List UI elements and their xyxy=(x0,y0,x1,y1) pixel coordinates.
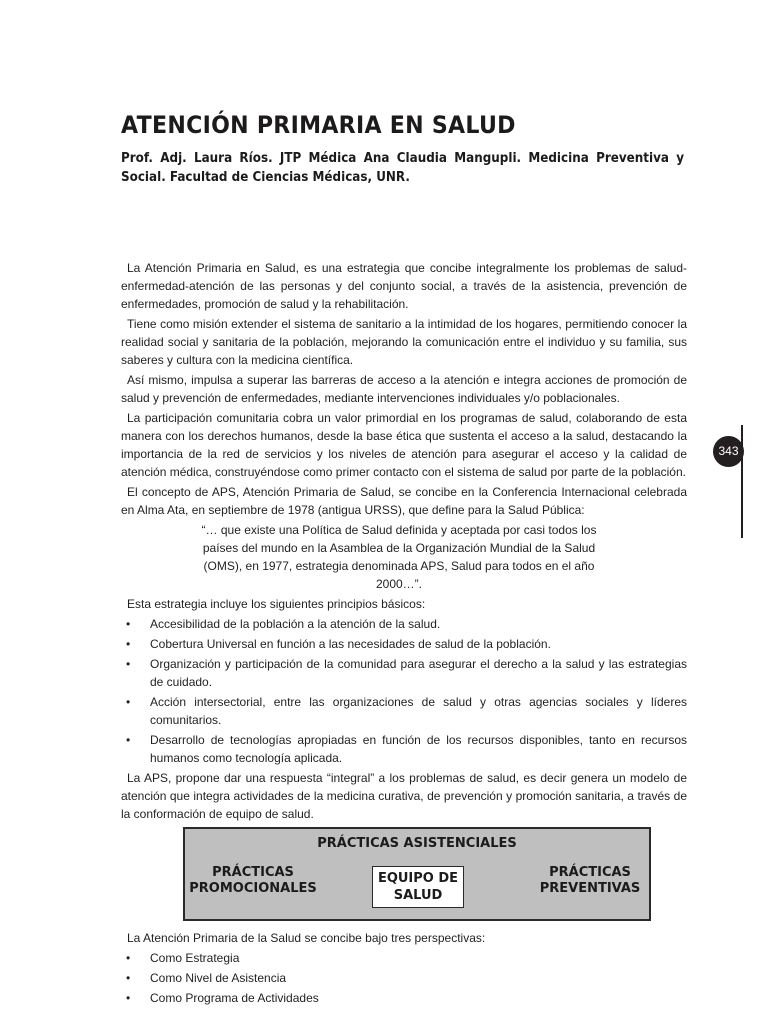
paragraph-2: Tiene como misión extender el sistema de sanitario a la intimidad de los hogares, permitiendo conocer la realidad social y sanitaria de la población, mejorando la comunicación entre el individuo y su familia, sus saberes y cultura con la medicina científica. xyxy=(121,317,687,367)
diagram-top-label: PRÁCTICAS ASISTENCIALES xyxy=(317,836,517,851)
authors-line: Prof. Adj. Laura Ríos. JTP Médica Ana Claudia Mangupli. Medicina Preventiva y Social. Facultad de Ciencias Médicas, UNR. xyxy=(121,151,685,185)
diagram-left-label xyxy=(189,865,317,897)
perspectives-list xyxy=(121,949,687,1007)
diagram-right-line1: PRÁCTICAS xyxy=(549,865,631,880)
page-number-badge: 343 xyxy=(713,436,744,467)
integral-paragraph: La APS, propone dar una respuesta “integral” a los problemas de salud, es decir genera un modelo de atención que integra actividades de la medicina curativa, de prevención y promoción sanitaria, a través de la conformación de equipo de salud. xyxy=(121,771,687,821)
diagram-left-line2: PROMOCIONALES xyxy=(189,881,317,896)
list-item xyxy=(121,635,687,653)
paragraph-5: El concepto de APS, Atención Primaria de Salud, se concibe en la Conferencia Internacional celebrada en Alma Ata, en septiembre de 1978 (antigua URSS), que define para la Salud Pública: xyxy=(121,485,687,517)
list-item xyxy=(121,969,687,987)
principles-intro: Esta estrategia incluye los siguientes principios básicos: xyxy=(127,597,426,611)
diagram-center-line2: SALUD xyxy=(393,888,443,903)
perspectives-intro: La Atención Primaria de la Salud se concibe bajo tres perspectivas: xyxy=(127,931,486,945)
paragraph-4: La participación comunitaria cobra un valor primordial en los programas de salud, colaborando de esta manera con los derechos humanos, desde la base ética que sustenta el acceso a la salud, destacando la importancia de la red de servicios y los niveles de atención para asegurar el acceso y la calidad de atención médica, construyéndose como primer contacto con el sistema de salud por parte de la población. xyxy=(121,411,687,479)
list-item-text: Organización y participación de la comunidad para asegurar el derecho a la salud y las estrategias de cuidado. xyxy=(150,657,687,689)
list-item xyxy=(121,615,687,633)
list-item xyxy=(121,731,687,767)
bullet-icon: • xyxy=(126,951,131,965)
list-item-text: Como Nivel de Asistencia xyxy=(150,971,287,985)
paragraph-1: La Atención Primaria en Salud, es una estrategia que concibe integralmente los problemas de salud-enfermedad-atención de las personas y del conjunto social, a través de la asistencia, prevención de enfermedades, promoción de salud y la rehabilitación. xyxy=(121,261,687,311)
body-text xyxy=(121,259,687,1009)
list-item xyxy=(121,949,687,967)
bullet-icon: • xyxy=(126,991,131,1005)
list-item-text: Como Estrategia xyxy=(150,951,240,965)
diagram-right-line2: PREVENTIVAS xyxy=(539,881,641,896)
list-item xyxy=(121,655,687,691)
list-item xyxy=(121,989,687,1007)
bullet-icon: • xyxy=(126,617,131,631)
diagram-center-line1: EQUIPO DE xyxy=(377,871,459,886)
diagram-left-line1: PRÁCTICAS xyxy=(212,865,294,880)
list-item-text: Cobertura Universal en función a las necesidades de salud de la población. xyxy=(150,637,551,651)
diagram-right-label xyxy=(535,865,645,897)
list-item-text: Como Programa de Actividades xyxy=(150,991,319,1005)
oms-quote: “… que existe una Política de Salud definida y aceptada por casi todos los países del mundo en la Asamblea de la Organización Mundial de la Salud (OMS), en 1977, estrategia denominada APS, Salud para todos en el año 2000…”. xyxy=(201,523,597,591)
list-item-text: Acción intersectorial, entre las organizaciones de salud y otras agencias sociales y líderes comunitarios. xyxy=(150,695,687,727)
bullet-icon: • xyxy=(126,733,131,747)
list-item-text: Accesibilidad de la población a la atención de la salud. xyxy=(150,617,441,631)
list-item xyxy=(121,693,687,729)
bullet-icon: • xyxy=(126,637,131,651)
principles-list xyxy=(121,615,687,767)
bullet-icon: • xyxy=(126,971,131,985)
paragraph-3: Así mismo, impulsa a superar las barreras de acceso a la atención e integra acciones de promoción de salud y prevención de enfermedades, mediante intervenciones individuales y/o poblacionales. xyxy=(121,373,687,405)
chapter-title: ATENCIÓN PRIMARIA EN SALUD xyxy=(121,111,516,139)
diagram-center-box xyxy=(372,866,464,908)
bullet-icon: • xyxy=(126,695,131,709)
bullet-icon: • xyxy=(126,657,131,671)
list-item-text: Desarrollo de tecnologías apropiadas en función de los recursos disponibles, tanto en recursos humanos como tecnología aplicada. xyxy=(150,733,687,765)
practices-diagram xyxy=(183,827,651,921)
